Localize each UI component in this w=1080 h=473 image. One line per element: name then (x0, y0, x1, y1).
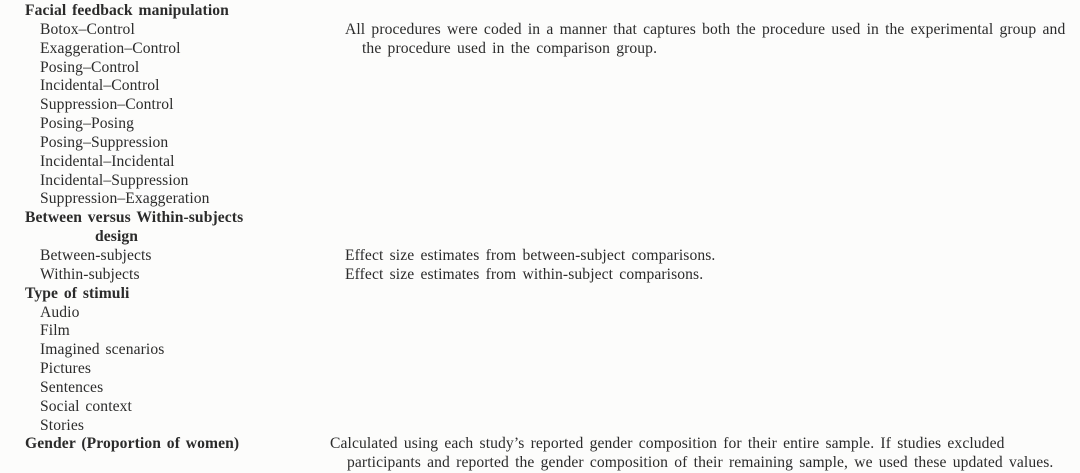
moderator-description-line (345, 398, 1080, 417)
table-row (0, 417, 1080, 436)
moderator-item: Suppression–Exaggeration (40, 190, 210, 208)
moderator-description-line: participants and reported the gender composition of their remaining sample, we used these updated values. (347, 454, 1054, 472)
table-row (0, 228, 1080, 247)
table-row (0, 304, 1080, 323)
moderator-empty-cell (0, 454, 330, 473)
moderator-item: Suppression–Control (40, 96, 174, 114)
moderator-description-line (345, 190, 1080, 209)
table-row (0, 285, 1080, 304)
moderator-description-line (345, 322, 1080, 341)
moderator-item: Posing–Control (40, 58, 140, 76)
table-row (0, 247, 1080, 266)
moderator-description-line (330, 2, 1080, 21)
moderator-description-line (345, 172, 1080, 191)
table-row (0, 153, 1080, 172)
moderator-description-line (345, 341, 1080, 360)
table-row (0, 435, 1080, 454)
moderator-description-line (345, 96, 1080, 115)
moderator-category: Between versus Within-subjects (25, 209, 244, 227)
moderator-description-line (330, 209, 1080, 228)
moderator-description-line: Calculated using each study’s reported gender composition for their entire sample. If studies excluded (330, 435, 1005, 453)
moderator-description-line (330, 285, 1080, 304)
moderator-description-line: All procedures were coded in a manner that captures both the procedure used in the experimental group and (345, 20, 1066, 38)
moderator-category: Facial feedback manipulation (25, 2, 229, 19)
table-row (0, 398, 1080, 417)
moderator-item: Botox–Control (40, 20, 135, 38)
moderator-description-line: Effect size estimates from within-subject comparisons. (345, 265, 704, 283)
moderator-item: Audio (40, 303, 80, 321)
moderator-item: Between-subjects (40, 246, 152, 264)
table-row (0, 266, 1080, 285)
table-row (0, 379, 1080, 398)
moderator-description-line (345, 153, 1080, 172)
moderator-item: Pictures (40, 360, 92, 378)
moderator-item: Incidental–Control (40, 77, 160, 95)
moderator-item: Sentences (40, 378, 104, 396)
moderator-description-line (345, 115, 1080, 134)
moderator-description-line (345, 134, 1080, 153)
moderator-category-wrap: design (95, 228, 139, 246)
table-row (0, 454, 1080, 473)
moderator-item: Film (40, 322, 70, 340)
moderator-item: Incidental–Incidental (40, 152, 175, 170)
moderator-item: Social context (40, 397, 132, 415)
table-row (0, 360, 1080, 379)
moderator-description-line: the procedure used in the comparison group. (362, 39, 658, 57)
moderator-description-line (345, 77, 1080, 96)
moderator-item: Exaggeration–Control (40, 39, 181, 57)
moderator-item: Stories (40, 416, 85, 434)
moderator-category: Gender (Proportion of women) (25, 435, 240, 453)
table-row (0, 190, 1080, 209)
moderator-item: Imagined scenarios (40, 341, 165, 359)
table-row (0, 134, 1080, 153)
moderator-description-line: Effect size estimates from between-subject comparisons. (345, 246, 716, 264)
moderator-description-line (345, 379, 1080, 398)
moderator-description-line (345, 417, 1080, 436)
table-row (0, 341, 1080, 360)
moderator-item: Posing–Posing (40, 115, 135, 133)
moderator-description-line (345, 59, 1080, 78)
moderator-description-line (345, 360, 1080, 379)
moderator-description-line (400, 228, 1080, 247)
moderator-description-line (345, 304, 1080, 323)
table-row (0, 115, 1080, 134)
table-row (0, 322, 1080, 341)
moderator-item: Posing–Suppression (40, 133, 169, 151)
moderator-item: Incidental–Suppression (40, 171, 189, 189)
moderator-category: Type of stimuli (25, 284, 130, 302)
table-row (0, 59, 1080, 78)
table-row (0, 2, 1080, 21)
table-row (0, 40, 1080, 59)
table-row (0, 172, 1080, 191)
table-row (0, 209, 1080, 228)
table-row (0, 77, 1080, 96)
table-row (0, 96, 1080, 115)
moderator-item: Within-subjects (40, 265, 140, 283)
table-row (0, 21, 1080, 40)
